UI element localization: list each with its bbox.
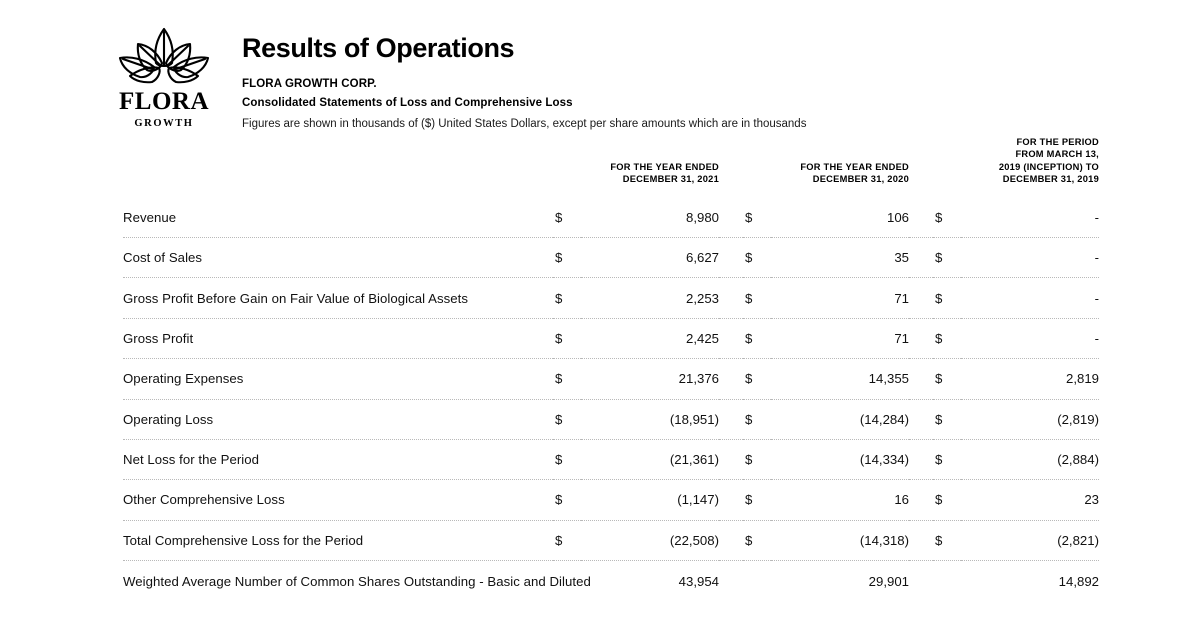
table-row (123, 278, 1099, 318)
currency-symbol: $ (933, 237, 961, 277)
cell-value: (2,821) (961, 520, 1099, 560)
cell-spacer (719, 237, 743, 277)
column-header-line: FROM MARCH 13, (1015, 149, 1099, 160)
company-name: FLORA GROWTH CORP. (242, 77, 377, 90)
column-header-line: DECEMBER 31, 2019 (1002, 173, 1099, 184)
cell-spacer (719, 399, 743, 439)
currency-symbol: $ (933, 480, 961, 520)
column-header-line: DECEMBER 31, 2021 (622, 173, 719, 184)
currency-symbol: $ (743, 480, 771, 520)
cell-spacer (719, 318, 743, 358)
cell-spacer (719, 439, 743, 479)
cell-value: 2,819 (961, 359, 1099, 399)
table-body (123, 197, 1099, 601)
cell-value: (2,819) (961, 399, 1099, 439)
currency-symbol: $ (553, 359, 581, 399)
cell-spacer (909, 561, 933, 601)
row-label: Revenue (123, 197, 553, 237)
page-title: Results of Operations (242, 33, 515, 63)
table-row (123, 359, 1099, 399)
cell-value: - (961, 278, 1099, 318)
cell-value: 6,627 (581, 237, 719, 277)
column-header-line: FOR THE PERIOD (1016, 137, 1099, 147)
cell-value: (2,884) (961, 439, 1099, 479)
currency-symbol: $ (743, 439, 771, 479)
cell-spacer (719, 359, 743, 399)
cell-value: (18,951) (581, 399, 719, 439)
flora-leaf-logo-icon (116, 26, 212, 86)
cell-value: 71 (771, 278, 909, 318)
currency-symbol: $ (743, 318, 771, 358)
cell-value: (14,284) (771, 399, 909, 439)
table-row (123, 197, 1099, 237)
cell-value: - (961, 318, 1099, 358)
cell-spacer (719, 480, 743, 520)
currency-symbol (933, 561, 961, 601)
cell-value: 14,355 (771, 359, 909, 399)
cell-spacer (909, 439, 933, 479)
cell-value: 14,892 (1058, 573, 1099, 589)
row-label: Gross Profit Before Gain on Fair Value of Biological Assets (123, 278, 553, 318)
currency-symbol: $ (933, 520, 961, 560)
cell-spacer (909, 197, 933, 237)
cell-value: 29,901 (868, 573, 909, 589)
row-label: Total Comprehensive Loss for the Period (123, 520, 553, 560)
row-label: Net Loss for the Period (123, 439, 553, 479)
currency-symbol: $ (743, 399, 771, 439)
currency-symbol: $ (553, 480, 581, 520)
cell-spacer (719, 197, 743, 237)
cell-value: 35 (771, 237, 909, 277)
table-row (123, 561, 1099, 601)
cell-spacer (909, 278, 933, 318)
cell-value: (22,508) (581, 520, 719, 560)
company-logo (114, 26, 214, 130)
cell-value: 43,954 (678, 573, 719, 589)
currency-symbol: $ (553, 197, 581, 237)
currency-symbol: $ (743, 237, 771, 277)
table-row (123, 399, 1099, 439)
cell-spacer (909, 520, 933, 560)
column-header-line: DECEMBER 31, 2020 (812, 173, 909, 184)
currency-symbol: $ (933, 278, 961, 318)
cell-value: - (961, 237, 1099, 277)
financial-table (123, 136, 1099, 601)
table-header-row (123, 136, 1099, 197)
document-header (0, 0, 1200, 140)
currency-symbol: $ (933, 399, 961, 439)
cell-spacer (909, 399, 933, 439)
currency-symbol: $ (933, 318, 961, 358)
currency-symbol: $ (933, 197, 961, 237)
cell-spacer (909, 480, 933, 520)
column-header-line: 2019 (INCEPTION) TO (998, 161, 1099, 172)
table-row (123, 439, 1099, 479)
row-label: Operating Expenses (123, 359, 553, 399)
currency-symbol: $ (553, 237, 581, 277)
currency-symbol: $ (933, 439, 961, 479)
row-label: Other Comprehensive Loss (123, 480, 553, 520)
column-header-line: FOR THE YEAR ENDED (610, 161, 719, 172)
logo-submark: GROWTH (134, 118, 194, 129)
cell-value: 2,253 (581, 278, 719, 318)
cell-spacer (909, 318, 933, 358)
currency-symbol: $ (553, 318, 581, 358)
cell-value: 71 (771, 318, 909, 358)
cell-value: (21,361) (581, 439, 719, 479)
column-header-fy2020 (743, 136, 909, 197)
row-label: Cost of Sales (123, 237, 553, 277)
column-header-label (123, 136, 553, 197)
currency-symbol: $ (553, 520, 581, 560)
cell-spacer (909, 237, 933, 277)
cell-value: (1,147) (581, 480, 719, 520)
currency-symbol: $ (553, 399, 581, 439)
cell-value: 2,425 (581, 318, 719, 358)
row-label: Operating Loss (123, 399, 553, 439)
table-row (123, 520, 1099, 560)
logo-wordmark: FLORA (119, 88, 209, 115)
cell-value: 21,376 (581, 359, 719, 399)
currency-symbol: $ (743, 520, 771, 560)
cell-spacer (719, 278, 743, 318)
statement-name: Consolidated Statements of Loss and Comprehensive Loss (242, 97, 573, 110)
column-header-inception-2019 (933, 136, 1099, 197)
cell-value: (14,334) (771, 439, 909, 479)
column-header-spacer (909, 136, 933, 197)
currency-symbol: $ (933, 359, 961, 399)
cell-value: 8,980 (581, 197, 719, 237)
column-header-fy2021 (553, 136, 719, 197)
cell-spacer (719, 520, 743, 560)
currency-symbol: $ (553, 278, 581, 318)
table-row (123, 237, 1099, 277)
currency-symbol: $ (743, 359, 771, 399)
table-row (123, 318, 1099, 358)
column-header-line: FOR THE YEAR ENDED (800, 161, 909, 172)
currency-symbol (743, 561, 771, 601)
figures-note: Figures are shown in thousands of ($) United States Dollars, except per share amounts which are in thousands (242, 117, 807, 130)
currency-symbol: $ (743, 197, 771, 237)
financial-statement (123, 136, 1099, 601)
row-label: Gross Profit (123, 318, 553, 358)
column-header-spacer (719, 136, 743, 197)
currency-symbol: $ (553, 439, 581, 479)
row-label: Weighted Average Number of Common Shares Outstanding - Basic and Diluted (123, 573, 591, 589)
cell-value: 16 (771, 480, 909, 520)
cell-spacer (909, 359, 933, 399)
cell-value: 106 (771, 197, 909, 237)
cell-spacer (719, 561, 743, 601)
table-row (123, 480, 1099, 520)
currency-symbol: $ (743, 278, 771, 318)
cell-value: - (961, 197, 1099, 237)
title-block (242, 34, 806, 132)
cell-value: (14,318) (771, 520, 909, 560)
cell-value: 23 (961, 480, 1099, 520)
